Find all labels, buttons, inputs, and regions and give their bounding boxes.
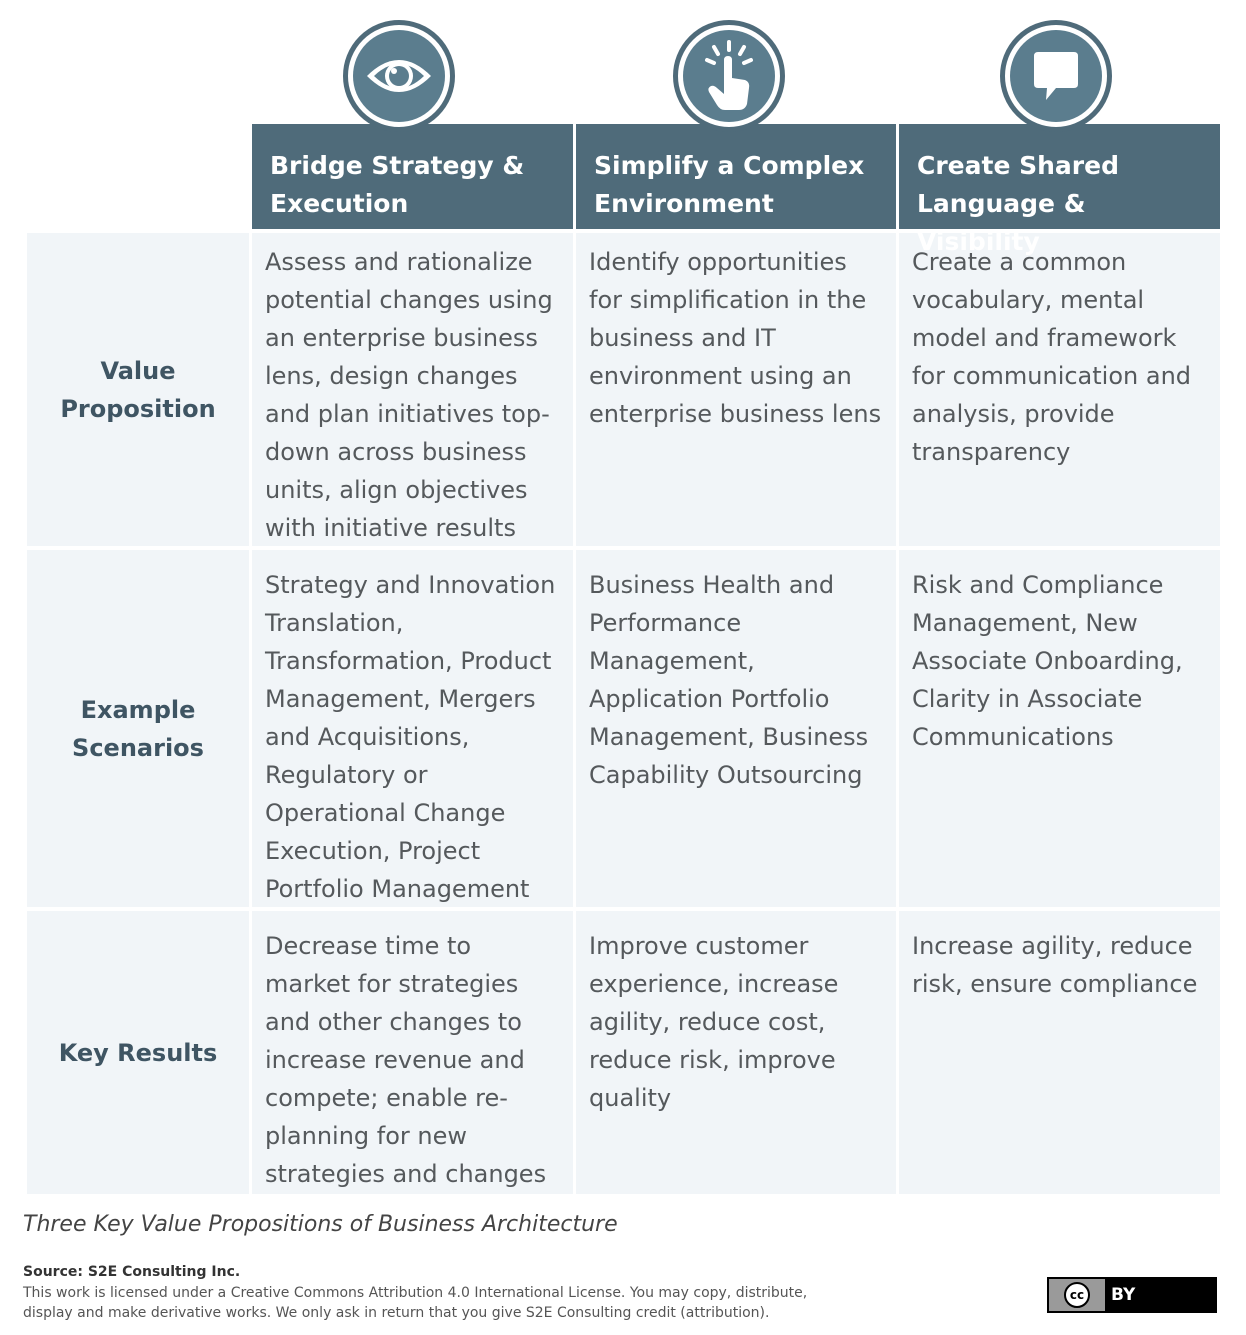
cell-example-scenarios-shared-language: Risk and Compliance Management, New Associate Onboarding, Clarity in Associate Communications — [899, 550, 1220, 907]
column-header-simplify-complex — [576, 124, 896, 229]
column-header-shared-language — [899, 124, 1220, 256]
eye-icon-badge — [343, 20, 455, 132]
pointing-hand-icon-badge — [673, 20, 785, 132]
source-line: Source: S2E Consulting Inc. — [23, 1264, 241, 1280]
speech-bubble-icon — [1010, 30, 1102, 122]
pointing-hand-icon — [683, 30, 775, 122]
cell-value-proposition-simplify: Identify opportunities for simplification in the business and IT environment using an enterprise business lens — [576, 233, 896, 546]
figure-caption: Three Key Value Propositions of Business Architecture — [23, 1212, 618, 1237]
column-header-line: Environment — [594, 189, 774, 218]
row-label-line: Proposition — [60, 394, 216, 423]
cell-key-results-bridge: Decrease time to market for strategies and other changes to increase revenue and compete; enable re-planning for new strategies and changes — [252, 911, 573, 1194]
cc-by-license-badge[interactable] — [1047, 1277, 1217, 1313]
cell-value-proposition-bridge: Assess and rationalize potential changes using an enterprise business lens, design changes and plan initiatives top-down across business units, align objectives with initiative results — [252, 233, 573, 546]
column-header-line: Language & Visibility — [917, 189, 1086, 256]
row-label-line: Scenarios — [72, 733, 204, 762]
row-label-line: Example — [80, 695, 196, 724]
row-label-key-results — [27, 911, 249, 1194]
cell-value-proposition-shared-language: Create a common vocabulary, mental model and framework for communication and analysis, provide transparency — [899, 233, 1220, 546]
eye-icon — [353, 30, 445, 122]
column-header-line: Execution — [270, 189, 409, 218]
cell-example-scenarios-bridge: Strategy and Innovation Translation, Transformation, Product Management, Mergers and Acquisitions, Regulatory or Operational Change Execution, Project Portfolio Management — [252, 550, 573, 907]
cell-key-results-shared-language: Increase agility, reduce risk, ensure compliance — [899, 911, 1220, 1194]
cell-example-scenarios-simplify: Business Health and Performance Management, Application Portfolio Management, Business Capability Outsourcing — [576, 550, 896, 907]
by-label: BY — [1111, 1285, 1136, 1305]
row-label-line: Value — [100, 356, 176, 385]
cc-icon — [1049, 1279, 1105, 1311]
row-label-value-proposition — [27, 233, 249, 546]
column-header-line: Create Shared — [917, 151, 1119, 180]
cell-key-results-simplify: Improve customer experience, increase agility, reduce cost, reduce risk, improve quality — [576, 911, 896, 1194]
speech-bubble-icon-badge — [1000, 20, 1112, 132]
cc-icon-text: cc — [1064, 1282, 1090, 1308]
column-header-bridge-strategy — [252, 124, 573, 229]
license-line: This work is licensed under a Creative Commons Attribution 4.0 International License. You may copy, distribute, — [23, 1285, 808, 1301]
row-label-line: Key Results — [58, 1038, 218, 1067]
license-line: display and make derivative works. We only ask in return that you give S2E Consulting credit (attribution). — [23, 1305, 770, 1321]
column-header-line: Bridge Strategy & — [270, 151, 525, 180]
row-label-example-scenarios — [27, 550, 249, 907]
column-header-line: Simplify a Complex — [594, 151, 865, 180]
license-text — [23, 1283, 843, 1323]
